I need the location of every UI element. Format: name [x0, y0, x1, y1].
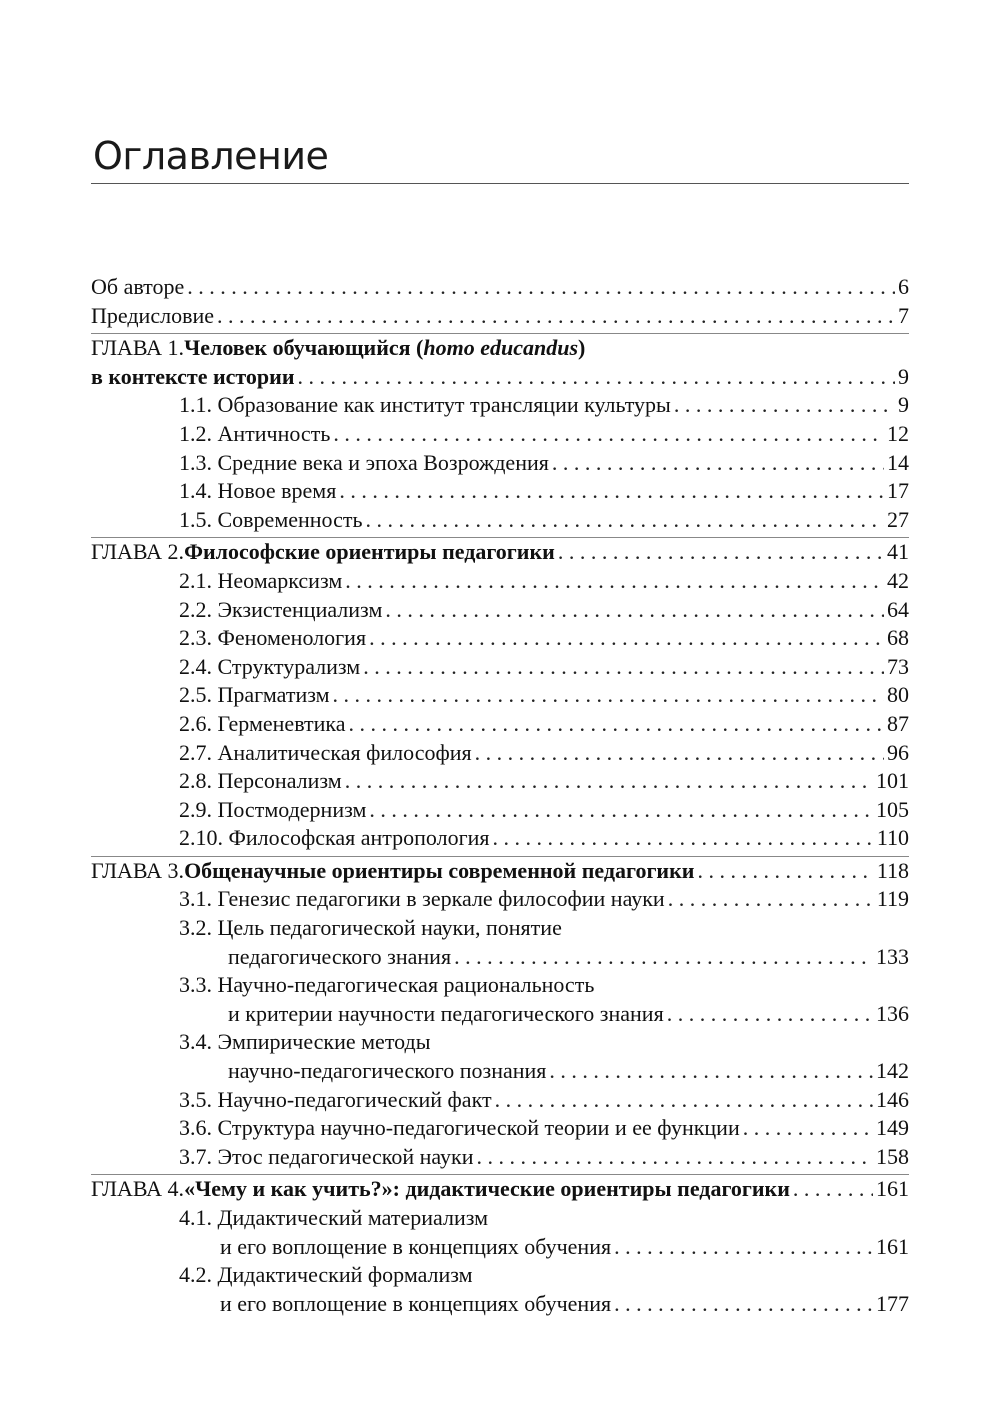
toc-section-label: 3.3. Научно-педагогическая рациональность — [179, 972, 595, 998]
dot-leader — [552, 449, 884, 478]
toc-entry-label: Предисловие — [91, 302, 214, 328]
toc-section-label: 2.7. Аналитическая философия — [179, 739, 472, 765]
chapter-title: Философские ориентиры педагогики — [184, 539, 555, 565]
toc-section[interactable] — [91, 391, 909, 420]
dot-leader — [549, 1057, 873, 1086]
toc-entry-preface[interactable] — [91, 302, 909, 331]
toc-page-number: 149 — [876, 1115, 909, 1141]
toc-section[interactable] — [91, 796, 909, 825]
chapter-prefix: ГЛАВА 3. — [91, 857, 185, 883]
toc-section-label: 4.2. Дидактический формализм — [179, 1262, 473, 1288]
toc-section-line2[interactable] — [91, 1290, 909, 1319]
toc-section-line1[interactable] — [91, 1204, 909, 1233]
toc-section[interactable] — [91, 767, 909, 796]
toc-page-number: 158 — [876, 1143, 909, 1169]
dot-leader — [363, 653, 884, 682]
chapter-3-heading[interactable] — [91, 856, 909, 886]
toc-section[interactable] — [91, 710, 909, 739]
dot-leader — [558, 538, 884, 567]
chapter-title-line2: в контексте истории — [91, 363, 295, 389]
toc-section-label: 3.2. Цель педагогической науки, понятие — [179, 915, 562, 941]
chapter-prefix: ГЛАВА 4. — [91, 1176, 185, 1202]
title-divider — [91, 183, 909, 184]
toc-section-line1[interactable] — [91, 1028, 909, 1057]
toc-page-number: 161 — [876, 1176, 909, 1202]
dot-leader — [369, 796, 873, 825]
toc-section-label: 2.1. Неомарксизм — [179, 567, 343, 593]
toc-section[interactable] — [91, 1143, 909, 1172]
toc-page-number: 42 — [887, 567, 909, 593]
toc-section[interactable] — [91, 681, 909, 710]
chapter-4-heading[interactable] — [91, 1174, 909, 1204]
toc-section-label: 1.3. Средние века и эпоха Возрождения — [179, 449, 549, 475]
dot-leader — [298, 363, 895, 392]
toc-section-label: 2.8. Персонализм — [179, 768, 342, 794]
toc-section[interactable] — [91, 885, 909, 914]
toc-page-number: 68 — [887, 625, 909, 651]
dot-leader — [333, 420, 884, 449]
toc-section-label-cont: и критерии научности педагогического знания — [228, 1000, 664, 1026]
chapter-1-heading[interactable] — [91, 333, 909, 363]
toc-page-number: 136 — [876, 1000, 909, 1026]
toc-section-label: 2.4. Структурализм — [179, 653, 361, 679]
toc-section-label: 3.7. Этос педагогической науки — [179, 1143, 474, 1169]
chapter-1-heading-line2[interactable] — [91, 363, 909, 392]
chapter-title: Общенаучные ориентиры современной педагогики — [184, 857, 695, 883]
toc-section[interactable] — [91, 739, 909, 768]
toc-section[interactable] — [91, 449, 909, 478]
dot-leader — [614, 1233, 873, 1262]
toc-section-label-cont: научно-педагогического познания — [228, 1058, 547, 1084]
toc-page-number: 119 — [876, 886, 909, 912]
toc-entry-about-author[interactable] — [91, 273, 909, 302]
dot-leader — [345, 567, 884, 596]
toc-section-label: 2.2. Экзистенциализм — [179, 596, 383, 622]
dot-leader — [454, 943, 873, 972]
toc-page-number: 7 — [898, 302, 909, 328]
toc-section-label: 2.3. Феноменология — [179, 625, 367, 651]
dot-leader — [667, 1000, 873, 1029]
toc-section[interactable] — [91, 477, 909, 506]
dot-leader — [475, 739, 884, 768]
toc-section[interactable] — [91, 1086, 909, 1115]
toc-section[interactable] — [91, 653, 909, 682]
dot-leader — [333, 681, 884, 710]
toc-section-label: 3.5. Научно-педагогический факт — [179, 1086, 492, 1112]
toc-page-number: 9 — [898, 363, 909, 389]
toc-section[interactable] — [91, 596, 909, 625]
chapter-title-part: Человек обучающийся ( — [184, 335, 424, 361]
toc-page-number: 177 — [876, 1290, 909, 1316]
dot-leader — [349, 710, 884, 739]
toc-section-label: 2.9. Постмодернизм — [179, 796, 367, 822]
chapter-prefix: ГЛАВА 1. — [91, 335, 185, 361]
dot-leader — [345, 767, 873, 796]
toc-section-label-cont: и его воплощение в концепциях обучения — [220, 1290, 612, 1316]
dot-leader — [697, 857, 873, 886]
chapter-title-italic: homo educandus — [423, 335, 579, 361]
toc-section[interactable] — [91, 567, 909, 596]
toc-section-label: 1.1. Образование как институт трансляции культуры — [179, 392, 671, 418]
toc-section-label: 1.2. Античность — [179, 420, 331, 446]
table-of-contents — [91, 273, 909, 1318]
dot-leader — [674, 391, 895, 420]
toc-section-label: 3.1. Генезис педагогики в зеркале философии науки — [179, 886, 665, 912]
toc-page-number: 96 — [887, 739, 909, 765]
toc-section-line2[interactable] — [91, 1233, 909, 1262]
dot-leader — [793, 1175, 873, 1204]
toc-section[interactable] — [91, 1114, 909, 1143]
toc-page-number: 133 — [876, 943, 909, 969]
dot-leader — [493, 824, 874, 853]
toc-page-number: 27 — [887, 506, 909, 532]
toc-page-number: 101 — [876, 768, 909, 794]
chapter-prefix: ГЛАВА 2. — [91, 539, 185, 565]
toc-section-label: 1.5. Современность — [179, 506, 363, 532]
toc-section[interactable] — [91, 506, 909, 535]
toc-section-label: 4.1. Дидактический материализм — [179, 1205, 489, 1230]
toc-page-number: 146 — [876, 1086, 909, 1112]
toc-page-number: 161 — [876, 1233, 909, 1259]
dot-leader — [366, 506, 884, 535]
page-title: Оглавление — [93, 134, 329, 178]
toc-page-number: 142 — [876, 1058, 909, 1084]
dot-leader — [187, 273, 895, 302]
toc-page-number: 9 — [898, 392, 909, 418]
toc-section-label: 3.6. Структура научно-педагогической теории и ее функции — [179, 1115, 740, 1141]
toc-page-number: 17 — [887, 478, 909, 504]
dot-leader — [369, 624, 884, 653]
toc-page-number: 73 — [887, 653, 909, 679]
toc-section[interactable] — [91, 824, 909, 853]
dot-leader — [668, 885, 874, 914]
toc-section-label: 3.4. Эмпирические методы — [179, 1029, 431, 1055]
dot-leader — [385, 596, 884, 625]
toc-section[interactable] — [91, 624, 909, 653]
chapter-title-part: ) — [578, 335, 586, 361]
dot-leader — [217, 302, 895, 331]
toc-section-line2[interactable] — [91, 1000, 909, 1029]
toc-section-label: 1.4. Новое время — [179, 478, 337, 504]
toc-section-label-cont: и его воплощение в концепциях обучения — [220, 1233, 612, 1259]
toc-page-number: 14 — [887, 449, 909, 475]
dot-leader — [339, 477, 884, 506]
dot-leader — [743, 1114, 873, 1143]
toc-section-line2[interactable] — [91, 1057, 909, 1086]
toc-page-number: 6 — [898, 274, 909, 299]
toc-section-line1[interactable] — [91, 914, 909, 943]
toc-section[interactable] — [91, 420, 909, 449]
toc-page-number: 87 — [887, 710, 909, 736]
toc-entry-label: Об авторе — [91, 274, 185, 299]
dot-leader — [614, 1290, 873, 1319]
toc-page-number: 105 — [876, 796, 909, 822]
chapter-2-heading[interactable] — [91, 537, 909, 567]
dot-leader — [495, 1086, 873, 1115]
toc-section-label: 2.6. Герменевтика — [179, 710, 346, 736]
toc-section-label-cont: педагогического знания — [228, 943, 452, 969]
toc-page-number: 41 — [887, 539, 909, 565]
toc-section-line2[interactable] — [91, 943, 909, 972]
dot-leader — [477, 1143, 873, 1172]
toc-page-number: 118 — [876, 857, 909, 883]
toc-section-line1[interactable] — [91, 971, 909, 1000]
toc-page-number: 12 — [887, 420, 909, 446]
toc-section-label: 2.10. Философская антропология — [179, 825, 490, 851]
toc-section-line1[interactable] — [91, 1261, 909, 1290]
toc-page-number: 110 — [876, 825, 909, 851]
toc-section-label: 2.5. Прагматизм — [179, 682, 330, 708]
toc-page-number: 64 — [887, 596, 909, 622]
toc-page-number: 80 — [887, 682, 909, 708]
chapter-title: «Чему и как учить?»: дидактические ориентиры педагогики — [184, 1176, 790, 1202]
